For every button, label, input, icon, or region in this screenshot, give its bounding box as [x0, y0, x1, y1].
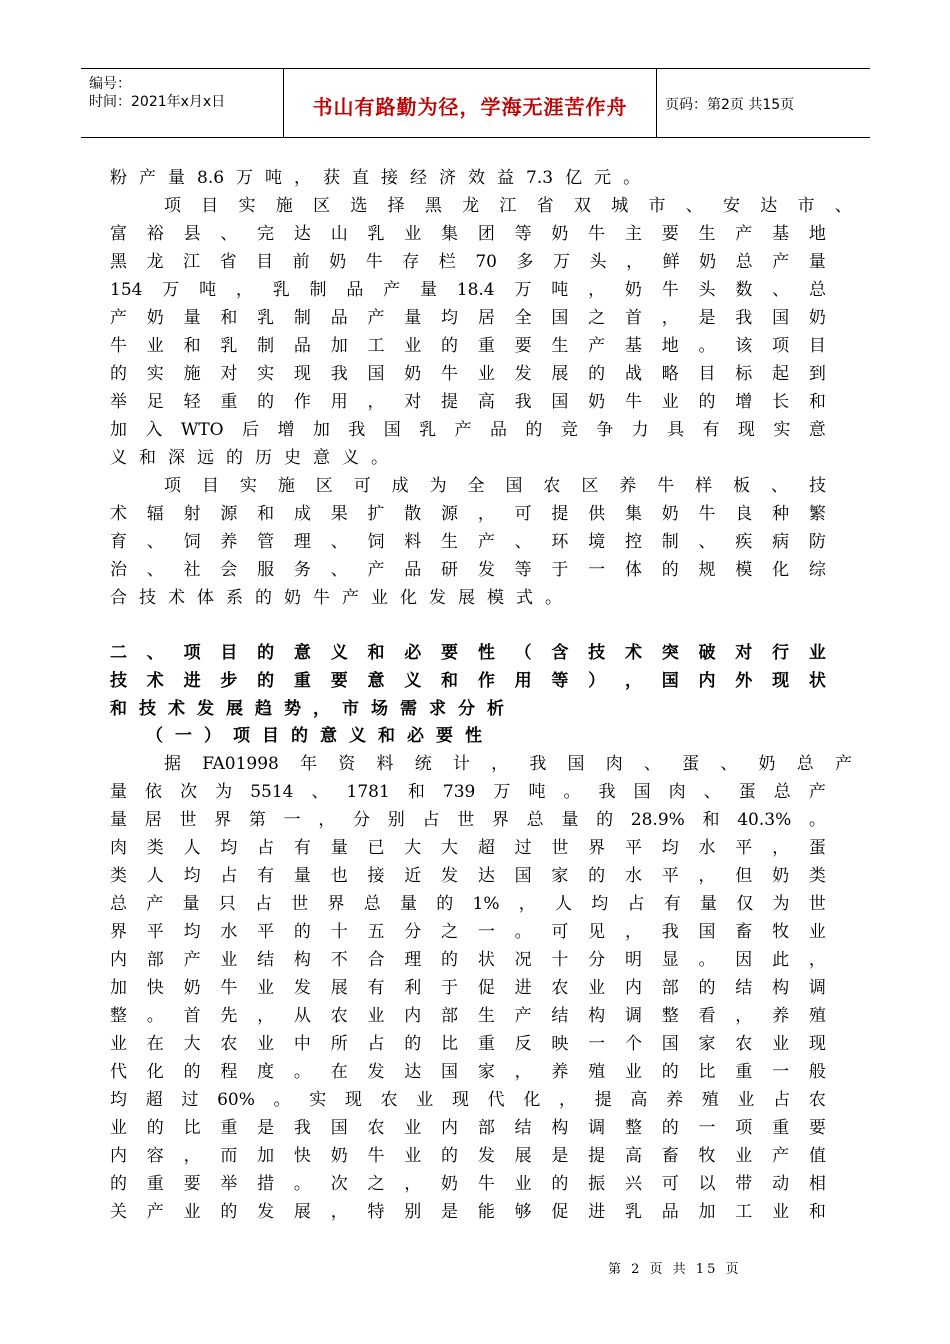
header-motto-cell: [284, 69, 657, 137]
text-line: 的 实 施 对 实 现 我 国 奶 牛 业 发 展 的 战 略 目 标 起 到: [110, 364, 826, 384]
text-line: 量 依 次 为 5514 、 1781 和 739 万 吨 。 我 国 肉 、 蛋 总 产: [110, 782, 826, 802]
text-line: 粉 产 量 8.6 万 吨 ， 获 直 接 经 济 效 益 7.3 亿 元 。: [110, 168, 641, 188]
header-page-info: 页码：第2页 共15页: [665, 97, 795, 113]
text-line: 总 产 量 只 占 世 界 总 量 的 1% ， 人 均 占 有 量 仅 为 世: [110, 894, 826, 914]
text-line: 加 入 WTO 后 增 加 我 国 乳 产 品 的 竞 争 力 具 有 现 实 意: [110, 420, 826, 440]
text-line: 富 裕 县 、 完 达 山 乳 业 集 团 等 奶 牛 主 要 生 产 基 地: [110, 224, 826, 244]
text-line: 二 、 项 目 的 意 义 和 必 要 性 （ 含 技 术 突 破 对 行 业: [110, 643, 826, 663]
text-line: 产 奶 量 和 乳 制 品 产 量 均 居 全 国 之 首 ， 是 我 国 奶: [110, 308, 826, 328]
text-line: 的 重 要 举 措 。 次 之 ， 奶 牛 业 的 振 兴 可 以 带 动 相: [110, 1174, 826, 1194]
text-line: 项 目 实 施 区 可 成 为 全 国 农 区 养 牛 样 板 、 技: [164, 476, 826, 496]
text-line: 义 和 深 远 的 历 史 意 义 。: [110, 448, 388, 468]
text-line: 技 术 进 步 的 重 要 意 义 和 作 用 等 ） ， 国 内 外 现 状: [110, 671, 826, 691]
text-line: 肉 类 人 均 占 有 量 已 大 大 超 过 世 界 平 均 水 平 ， 蛋: [110, 838, 826, 858]
text-line: 内 部 产 业 结 构 不 合 理 的 状 况 十 分 明 显 。 因 此 ，: [110, 950, 826, 970]
header-page-cell: [657, 69, 870, 137]
text-line: 育 、 饲 养 管 理 、 饲 料 生 产 、 环 境 控 制 、 疾 病 防: [110, 532, 826, 552]
text-line: 加 快 奶 牛 业 发 展 有 利 于 促 进 农 业 内 部 的 结 构 调: [110, 978, 826, 998]
text-line: 内 容 ， 而 加 快 奶 牛 业 的 发 展 是 提 高 畜 牧 业 产 值: [110, 1146, 826, 1166]
text-line: 均 超 过 60% 。 实 现 农 业 现 代 化 ， 提 高 养 殖 业 占 农: [110, 1090, 826, 1110]
text-line: 和 技 术 发 展 趋 势 ， 市 场 需 求 分 析: [110, 699, 504, 719]
document-number-label: 编号：: [89, 76, 131, 92]
text-line: 据 FA01998 年 资 料 统 计 ， 我 国 肉 、 蛋 、 奶 总 产: [164, 754, 852, 774]
text-line: （ 一 ） 项 目 的 意 义 和 必 要 性: [146, 726, 482, 746]
text-line: 关 产 业 的 发 展 ， 特 别 是 能 够 促 进 乳 品 加 工 业 和: [110, 1202, 826, 1222]
page-footer: 第 2 页 共 15 页: [608, 1262, 742, 1277]
text-line: 牛 业 和 乳 制 品 加 工 业 的 重 要 生 产 基 地 。 该 项 目: [110, 336, 826, 356]
text-line: 类 人 均 占 有 量 也 接 近 发 达 国 家 的 水 平 ， 但 奶 类: [110, 866, 826, 886]
document-date: 时间：2021年x月x日: [89, 94, 226, 110]
header-meta-cell: [81, 69, 284, 137]
page-header: [81, 68, 870, 138]
text-line: 合 技 术 体 系 的 奶 牛 产 业 化 发 展 模 式 。: [110, 588, 562, 608]
text-line: 治 、 社 会 服 务 、 产 品 研 发 等 于 一 体 的 规 模 化 综: [110, 560, 826, 580]
text-line: 业 在 大 农 业 中 所 占 的 比 重 反 映 一 个 国 家 农 业 现: [110, 1034, 826, 1054]
text-line: 量 居 世 界 第 一 ， 分 别 占 世 界 总 量 的 28.9% 和 40.3% 。: [110, 810, 826, 830]
text-line: 举 足 轻 重 的 作 用 ， 对 提 高 我 国 奶 牛 业 的 增 长 和: [110, 392, 826, 412]
text-line: 黑 龙 江 省 目 前 奶 牛 存 栏 70 多 万 头 ， 鲜 奶 总 产 量: [110, 252, 826, 272]
text-line: 业 的 比 重 是 我 国 农 业 内 部 结 构 调 整 的 一 项 重 要: [110, 1118, 826, 1138]
text-line: 项 目 实 施 区 选 择 黑 龙 江 省 双 城 市 、 安 达 市 、: [164, 196, 852, 216]
text-line: 整 。 首 先 ， 从 农 业 内 部 生 产 结 构 调 整 看 ， 养 殖: [110, 1006, 826, 1026]
text-line: 代 化 的 程 度 。 在 发 达 国 家 ， 养 殖 业 的 比 重 一 般: [110, 1062, 826, 1082]
header-motto: 书山有路勤为径，学海无涯苦作舟: [312, 95, 628, 119]
text-line: 界 平 均 水 平 的 十 五 分 之 一 。 可 见 ， 我 国 畜 牧 业: [110, 922, 826, 942]
text-line: 154 万 吨 ， 乳 制 品 产 量 18.4 万 吨 ， 奶 牛 头 数 、 总: [110, 280, 826, 300]
text-line: 术 辐 射 源 和 成 果 扩 散 源 ， 可 提 供 集 奶 牛 良 种 繁: [110, 504, 826, 524]
